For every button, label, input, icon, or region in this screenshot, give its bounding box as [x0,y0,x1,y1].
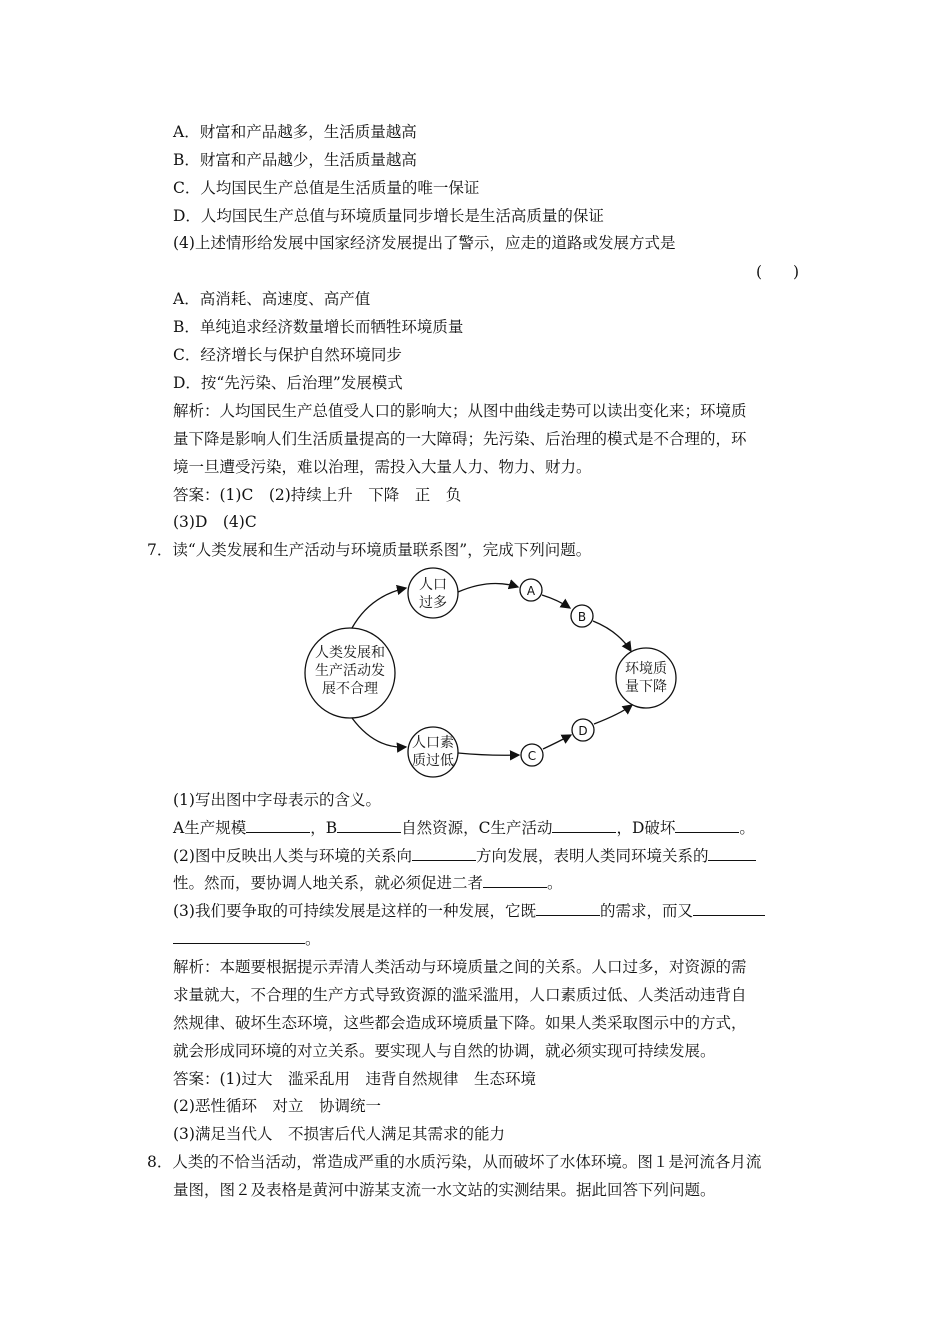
node-cause-line: 生产活动发 [315,663,385,679]
blank-while[interactable] [693,901,765,916]
label-b: B [577,610,587,624]
q4-stem: (4)上述情形给发展中国家经济发展提出了警示，应走的道路或发展方式是 [173,234,676,252]
node-low-quality-line: 质过低 [412,753,454,769]
blank-relation[interactable] [708,846,756,861]
arrow-cause-to-bottom [352,718,406,747]
analysis-line: 解析：人均国民生产总值受人口的影响大；从图中曲线走势可以读出变化来；环境质 [173,402,747,420]
option-c: C．人均国民生产总值是生活质量的唯一保证 [173,179,480,197]
q4-option-d: D．按“先污染、后治理”发展模式 [173,374,403,392]
option-a: A．财富和产品越多，生活质量越高 [173,123,417,141]
q7-sub2-line1: (2)图中反映出人类与环境的关系向 方向发展，表明人类同环境关系的 [173,846,756,866]
node-env-decline-line: 量下降 [625,679,667,695]
node-overpopulation-line: 人口 [419,577,447,593]
q4-option-a: A．高消耗、高速度、高产值 [173,290,371,308]
blank-promote[interactable] [483,873,547,888]
answer-line: (3)D (4)C [173,513,257,531]
arrow-b-to-env [593,621,631,651]
label-c: C [527,749,537,763]
q4-option-b: B．单纯追求经济数量增长而牺牲环境质量 [173,318,464,336]
analysis-line: 量下降是影响人们生活质量提高的一大障碍；先污染、后治理的模式是不合理的，环 [173,430,747,448]
q7-answer-line: 答案：(1)过大 滥采乱用 违背自然规律 生态环境 [173,1070,536,1088]
label-d: D [578,724,588,738]
arrow-c-to-d [543,735,571,749]
q7-analysis-line: 然规律、破坏生态环境，这些都会造成环境质量下降。如果人类采取图示中的方式， [173,1014,747,1032]
blank-d[interactable] [675,818,739,833]
option-b: B．财富和产品越少，生活质量越高 [173,151,417,169]
arrow-d-to-env [594,705,632,724]
arrow-top-to-a [458,583,518,592]
q7-sub3-line2: 。 [173,929,321,949]
blank-a[interactable] [246,818,310,833]
node-overpopulation-line: 过多 [419,595,447,611]
node-env-decline-line: 环境质 [625,661,667,677]
q7-answer-line: (2)恶性循环 对立 协调统一 [173,1097,381,1115]
blank-meet[interactable] [536,901,600,916]
node-low-quality-line: 人口素 [412,735,454,751]
arrow-bottom-to-c [458,753,519,755]
analysis-line: 境一旦遭受污染，难以治理，需投入大量人力、物力、财力。 [173,458,592,476]
blank-b[interactable] [337,818,401,833]
arrow-cause-to-top [352,588,406,628]
arrow-a-to-b [542,595,570,608]
blank-direction[interactable] [412,846,476,861]
node-cause-line: 人类发展和 [315,645,385,661]
q7-fill-line: A生产规模 ，B 自然资源，C生产活动 ，D破坏 。 [173,819,755,837]
node-cause-line: 展不合理 [322,681,378,697]
q4-option-c: C．经济增长与保护自然环境同步 [173,346,402,364]
answer-paren: ( ) [756,263,800,281]
relationship-diagram [300,566,690,786]
option-d: D．人均国民生产总值与环境质量同步增长是生活高质量的保证 [173,207,604,225]
node-env-decline [616,648,676,708]
blank-while-cont[interactable] [173,929,305,944]
q7-sub1: (1)写出图中字母表示的含义。 [173,791,381,809]
label-a: A [526,584,536,598]
q7-sub2-line2: 性。然而，要协调人地关系，就必须促进二者 。 [173,874,563,892]
q7-answer-line: (3)满足当代人 不损害后代人满足其需求的能力 [173,1125,505,1143]
q7-analysis-line: 解析：本题要根据提示弄清人类活动与环境质量之间的关系。人口过多，对资源的需 [173,958,747,976]
q7-sub3-line1: (3)我们要争取的可持续发展是这样的一种发展，它既 的需求，而又 [173,901,765,921]
question-8-line: 量图，图２及表格是黄河中游某支流一水文站的实测结果。据此回答下列问题。 [173,1181,716,1199]
blank-c[interactable] [552,818,616,833]
question-7-title: 7．读“人类发展和生产活动与环境质量联系图”，完成下列问题。 [147,541,592,559]
q7-analysis-line: 求量就大，不合理的生产方式导致资源的滥采滥用，人口素质过低、人类活动违背自 [173,986,747,1004]
answer-line: 答案：(1)C (2)持续上升 下降 正 负 [173,486,462,504]
question-8-line: 8．人类的不恰当活动，常造成严重的水质污染，从而破坏了水体环境。图１是河流各月流 [147,1153,762,1171]
q7-analysis-line: 就会形成同环境的对立关系。要实现人与自然的协调，就必须实现可持续发展。 [173,1042,716,1060]
